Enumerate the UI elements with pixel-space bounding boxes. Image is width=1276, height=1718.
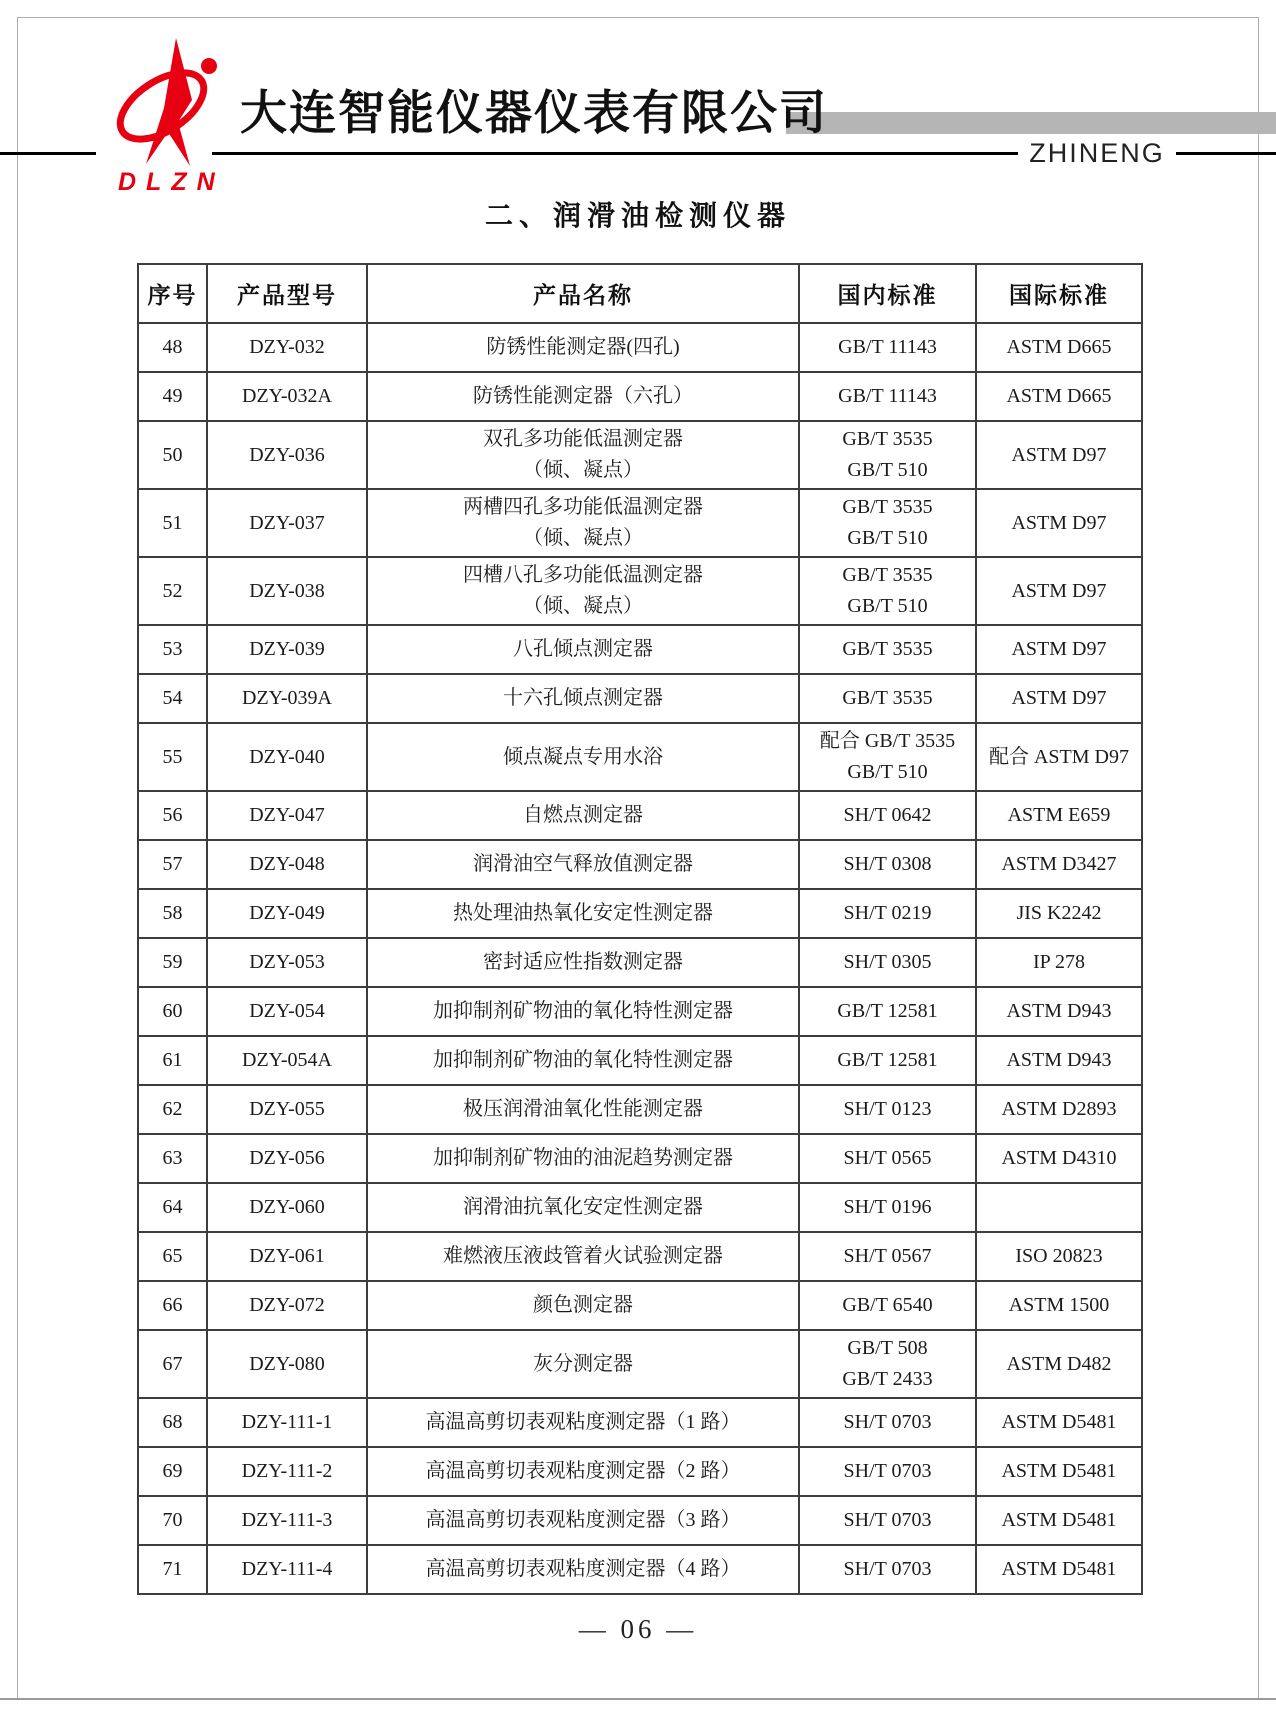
table-row <box>138 1398 1142 1447</box>
cell-domestic-standard: GB/T 3535 <box>799 625 976 674</box>
cell-product-name: 加抑制剂矿物油的氧化特性测定器 <box>367 987 799 1036</box>
cell-product-model: DZY-039A <box>207 674 367 723</box>
table-row <box>138 1183 1142 1232</box>
cell-serial-no: 64 <box>138 1183 207 1232</box>
cell-product-name: 颜色测定器 <box>367 1281 799 1330</box>
cell-domestic-standard: SH/T 0642 <box>799 791 976 840</box>
cell-product-model: DZY-036 <box>207 421 367 489</box>
header-gray-bar <box>786 112 1276 134</box>
cell-domestic-standard: GB/T 3535 GB/T 510 <box>799 557 976 625</box>
cell-serial-no: 57 <box>138 840 207 889</box>
cell-serial-no: 58 <box>138 889 207 938</box>
cell-serial-no: 69 <box>138 1447 207 1496</box>
cell-product-name: 加抑制剂矿物油的氧化特性测定器 <box>367 1036 799 1085</box>
table-row <box>138 372 1142 421</box>
cell-serial-no: 54 <box>138 674 207 723</box>
cell-product-name: 防锈性能测定器(四孔) <box>367 323 799 372</box>
cell-product-name: 热处理油热氧化安定性测定器 <box>367 889 799 938</box>
table-row <box>138 421 1142 489</box>
cell-product-model: DZY-072 <box>207 1281 367 1330</box>
cell-serial-no: 65 <box>138 1232 207 1281</box>
cell-serial-no: 56 <box>138 791 207 840</box>
header-rule-right <box>1176 152 1276 155</box>
table-row <box>138 1447 1142 1496</box>
cell-domestic-standard: GB/T 3535 GB/T 510 <box>799 421 976 489</box>
cell-product-model: DZY-111-2 <box>207 1447 367 1496</box>
cell-product-name: 八孔倾点测定器 <box>367 625 799 674</box>
cell-serial-no: 51 <box>138 489 207 557</box>
col-header-model: 产品型号 <box>207 264 367 323</box>
table-row <box>138 625 1142 674</box>
cell-product-model: DZY-060 <box>207 1183 367 1232</box>
cell-international-standard: ASTM D2893 <box>976 1085 1142 1134</box>
cell-domestic-standard: GB/T 3535 <box>799 674 976 723</box>
cell-product-model: DZY-111-4 <box>207 1545 367 1594</box>
cell-international-standard: ISO 20823 <box>976 1232 1142 1281</box>
cell-serial-no: 61 <box>138 1036 207 1085</box>
cell-domestic-standard: SH/T 0703 <box>799 1496 976 1545</box>
cell-international-standard: ASTM D4310 <box>976 1134 1142 1183</box>
cell-domestic-standard: SH/T 0565 <box>799 1134 976 1183</box>
cell-domestic-standard: 配合 GB/T 3535 GB/T 510 <box>799 723 976 791</box>
table-row <box>138 557 1142 625</box>
cell-serial-no: 59 <box>138 938 207 987</box>
section-title: 二、润滑油检测仪器 <box>484 200 791 231</box>
product-table <box>137 263 1143 1595</box>
cell-product-model: DZY-039 <box>207 625 367 674</box>
cell-product-name: 高温高剪切表观粘度测定器（4 路） <box>367 1545 799 1594</box>
cell-product-model: DZY-111-3 <box>207 1496 367 1545</box>
cell-international-standard: ASTM D97 <box>976 674 1142 723</box>
logo-orbit-sail-icon <box>112 36 222 171</box>
header-rule-left <box>0 152 96 155</box>
cell-international-standard: ASTM D97 <box>976 625 1142 674</box>
cell-international-standard <box>976 1183 1142 1232</box>
cell-international-standard: 配合 ASTM D97 <box>976 723 1142 791</box>
cell-product-model: DZY-054 <box>207 987 367 1036</box>
table-row <box>138 987 1142 1036</box>
cell-international-standard: ASTM D97 <box>976 489 1142 557</box>
cell-domestic-standard: SH/T 0703 <box>799 1545 976 1594</box>
cell-international-standard: ASTM D5481 <box>976 1496 1142 1545</box>
cell-product-name: 密封适应性指数测定器 <box>367 938 799 987</box>
table-row <box>138 889 1142 938</box>
cell-product-name: 十六孔倾点测定器 <box>367 674 799 723</box>
col-header-no: 序号 <box>138 264 207 323</box>
col-header-name: 产品名称 <box>367 264 799 323</box>
table-row <box>138 723 1142 791</box>
cell-product-model: DZY-037 <box>207 489 367 557</box>
cell-international-standard: JIS K2242 <box>976 889 1142 938</box>
table-row <box>138 1281 1142 1330</box>
cell-domestic-standard: GB/T 508 GB/T 2433 <box>799 1330 976 1398</box>
table-row <box>138 1496 1142 1545</box>
cell-product-name: 润滑油抗氧化安定性测定器 <box>367 1183 799 1232</box>
cell-product-name: 难燃液压液歧管着火试验测定器 <box>367 1232 799 1281</box>
cell-domestic-standard: SH/T 0308 <box>799 840 976 889</box>
cell-product-name: 自燃点测定器 <box>367 791 799 840</box>
cell-international-standard: ASTM E659 <box>976 791 1142 840</box>
cell-product-model: DZY-055 <box>207 1085 367 1134</box>
cell-product-name: 加抑制剂矿物油的油泥趋势测定器 <box>367 1134 799 1183</box>
cell-international-standard: ASTM D943 <box>976 1036 1142 1085</box>
cell-product-model: DZY-048 <box>207 840 367 889</box>
table-row <box>138 489 1142 557</box>
cell-international-standard: ASTM D97 <box>976 421 1142 489</box>
cell-product-model: DZY-038 <box>207 557 367 625</box>
cell-product-name: 双孔多功能低温测定器 （倾、凝点） <box>367 421 799 489</box>
cell-product-model: DZY-049 <box>207 889 367 938</box>
cell-serial-no: 52 <box>138 557 207 625</box>
header-rule-middle <box>212 152 1018 155</box>
cell-product-name: 极压润滑油氧化性能测定器 <box>367 1085 799 1134</box>
cell-serial-no: 49 <box>138 372 207 421</box>
cell-serial-no: 55 <box>138 723 207 791</box>
logo-acronym: DLZN <box>118 168 225 196</box>
cell-domestic-standard: GB/T 6540 <box>799 1281 976 1330</box>
cell-international-standard: ASTM D665 <box>976 323 1142 372</box>
table-row <box>138 1085 1142 1134</box>
cell-product-model: DZY-080 <box>207 1330 367 1398</box>
cell-international-standard: ASTM D482 <box>976 1330 1142 1398</box>
table-row <box>138 1232 1142 1281</box>
cell-international-standard: ASTM 1500 <box>976 1281 1142 1330</box>
table-row <box>138 840 1142 889</box>
table-row <box>138 1036 1142 1085</box>
cell-product-name: 润滑油空气释放值测定器 <box>367 840 799 889</box>
cell-serial-no: 67 <box>138 1330 207 1398</box>
cell-international-standard: ASTM D97 <box>976 557 1142 625</box>
cell-domestic-standard: SH/T 0567 <box>799 1232 976 1281</box>
cell-domestic-standard: GB/T 3535 GB/T 510 <box>799 489 976 557</box>
cell-serial-no: 53 <box>138 625 207 674</box>
cell-product-model: DZY-061 <box>207 1232 367 1281</box>
cell-domestic-standard: GB/T 11143 <box>799 323 976 372</box>
table-row <box>138 1545 1142 1594</box>
col-header-international-standard: 国际标准 <box>976 264 1142 323</box>
table-row <box>138 791 1142 840</box>
footer-rule <box>0 1698 1276 1700</box>
company-logo <box>112 36 225 196</box>
table-row <box>138 1330 1142 1398</box>
cell-international-standard: ASTM D943 <box>976 987 1142 1036</box>
cell-product-model: DZY-047 <box>207 791 367 840</box>
brand-romanized: ZHINENG <box>1018 138 1176 169</box>
cell-product-name: 两槽四孔多功能低温测定器 （倾、凝点） <box>367 489 799 557</box>
cell-product-name: 倾点凝点专用水浴 <box>367 723 799 791</box>
cell-international-standard: ASTM D5481 <box>976 1545 1142 1594</box>
cell-serial-no: 48 <box>138 323 207 372</box>
cell-serial-no: 71 <box>138 1545 207 1594</box>
cell-domestic-standard: SH/T 0703 <box>799 1447 976 1496</box>
table-row <box>138 674 1142 723</box>
cell-domestic-standard: GB/T 11143 <box>799 372 976 421</box>
table-row <box>138 1134 1142 1183</box>
cell-international-standard: IP 278 <box>976 938 1142 987</box>
page-number: — 06 — <box>578 1614 698 1644</box>
cell-domestic-standard: SH/T 0703 <box>799 1398 976 1447</box>
col-header-domestic-standard: 国内标准 <box>799 264 976 323</box>
cell-product-model: DZY-032 <box>207 323 367 372</box>
cell-product-name: 高温高剪切表观粘度测定器（2 路） <box>367 1447 799 1496</box>
cell-serial-no: 66 <box>138 1281 207 1330</box>
cell-product-model: DZY-111-1 <box>207 1398 367 1447</box>
cell-product-model: DZY-040 <box>207 723 367 791</box>
cell-serial-no: 63 <box>138 1134 207 1183</box>
cell-product-model: DZY-054A <box>207 1036 367 1085</box>
cell-domestic-standard: GB/T 12581 <box>799 1036 976 1085</box>
cell-serial-no: 60 <box>138 987 207 1036</box>
cell-serial-no: 50 <box>138 421 207 489</box>
table-header-row <box>138 264 1142 323</box>
cell-product-name: 防锈性能测定器（六孔） <box>367 372 799 421</box>
cell-domestic-standard: SH/T 0219 <box>799 889 976 938</box>
cell-international-standard: ASTM D5481 <box>976 1398 1142 1447</box>
cell-domestic-standard: SH/T 0196 <box>799 1183 976 1232</box>
cell-serial-no: 62 <box>138 1085 207 1134</box>
cell-product-name: 高温高剪切表观粘度测定器（3 路） <box>367 1496 799 1545</box>
table-row <box>138 938 1142 987</box>
table-row <box>138 323 1142 372</box>
cell-product-model: DZY-053 <box>207 938 367 987</box>
company-name: 大连智能仪器仪表有限公司 <box>240 86 828 139</box>
cell-product-model: DZY-032A <box>207 372 367 421</box>
cell-serial-no: 70 <box>138 1496 207 1545</box>
cell-domestic-standard: SH/T 0305 <box>799 938 976 987</box>
cell-international-standard: ASTM D3427 <box>976 840 1142 889</box>
cell-international-standard: ASTM D665 <box>976 372 1142 421</box>
cell-domestic-standard: SH/T 0123 <box>799 1085 976 1134</box>
cell-product-model: DZY-056 <box>207 1134 367 1183</box>
cell-product-name: 四槽八孔多功能低温测定器 （倾、凝点） <box>367 557 799 625</box>
cell-product-name: 高温高剪切表观粘度测定器（1 路） <box>367 1398 799 1447</box>
cell-domestic-standard: GB/T 12581 <box>799 987 976 1036</box>
cell-serial-no: 68 <box>138 1398 207 1447</box>
cell-product-name: 灰分测定器 <box>367 1330 799 1398</box>
cell-international-standard: ASTM D5481 <box>976 1447 1142 1496</box>
